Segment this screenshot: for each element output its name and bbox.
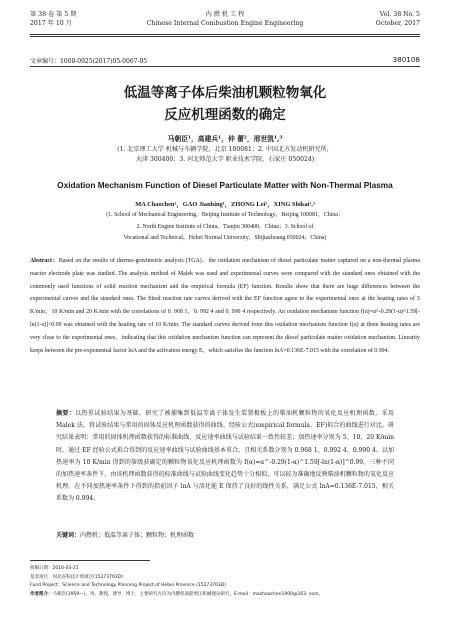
title-chinese	[30, 82, 420, 126]
article-code: 380108	[392, 55, 420, 64]
header-date-en: October, 2017	[375, 20, 420, 27]
authors-english: MA Chaochen¹，GAO Jianbing¹，ZHONG Lei²，XING Shikai¹,³	[135, 201, 315, 208]
title-chinese-line1: 低温等离子体后柴油机颗粒物氧化	[123, 85, 327, 101]
footnote-fund-cn: 基金项目：河北省科技计划项目(15273703D)	[30, 574, 123, 580]
affiliation-cn-line1: (1. 北京理工大学 机械与车辆学院，北京 100081；2. 中国北方发动机研究所，	[117, 146, 333, 153]
header-volume-en: Vol. 38 No. 5	[379, 11, 420, 18]
article-number: 文章编号：1000-0925(2017)05-0067-05	[30, 58, 148, 65]
footnote-author-label: 作者简介：	[30, 591, 53, 597]
header-journal-info	[30, 10, 420, 28]
abstract-chinese-text: 以热重试验结果为基础，研究了被捕集到低温等离子体发生装置极板上的柴油机颗粒物的氧化反应机理函数。采用 Malek 法，将试验结果与常用的固体反应机理函数获得的曲线、经验公式(empirical formula，EF)拟合的曲线进行对比。研究结果表明：常用的固体机理函数获得的标准曲线，反应速率曲线与试验结果一致性较差；加热速率分别为 5、10、20 K/min时，通过 EF 经验公式拟合得到的反应速率曲线与试验曲线基本重合，且相关系数分别为 0.968 1、0.992 4、0.990 4。以加热速率为 10 K/min 得到的筝级获确定的颗粒物氧化反应机理函数为 f(α)=α^-0.29(1-α)^1.59[-ln(1-α)]^0.99。三种不同的加热速率条件下，由该机理函数获得的标准曲线与试验曲线变化趋势十分相似，可以较为准确地反映柴油机颗粒物的氧化反应机理。在不同加热速率条件下得到的指前因子 lnA 与活化能 E 保持了良好的线性关系，满足公式 lnA=0.136E-7.015，相关系数为 0.994。	[56, 410, 394, 503]
abstract-chinese	[56, 408, 394, 506]
keywords-label: 关键词：	[56, 532, 81, 539]
affiliation-en-line3: Vocational and Technical，Hebei Normal University，Shijiazhuang 050024，China)	[123, 235, 327, 241]
authors-chinese: 马朝臣¹，高建兵¹，仲 蕾²，邢世凯¹,³	[167, 135, 283, 143]
abstract-english-text: Based on the results of thermo-gravimetric analysis (TGA)，the oxidation mechanism of diesel particulate matter captured on a non-thermal plasma reactor electrode plate was studied. The analysis method of Malek was used and experimental curves were compared with the standard ones obtained with the commonly used functions of solid reaction mechanism and the empirical formula (EF) function. Results show that there are huge differences between the experimental curves and the standard ones. The fitted reaction rate curves derived with the EF function agree to the experimental ones at the heating rates of 5 K/min，10 K/min and 20 K/min with the correlations of 0. 968 1，0. 992 4 and 0. 990 4 respectively. An oxidation mechanism function f(α)=α^-0.29(1-α)^1.59[-ln(1-α)]^0.99 was obtained with the heating rate of 10 K/min. The standard curves derived from this oxidation mechanism function f(α) at three heating rates are very close to the experimental ones，indicating that this oxidation mechanism function can represent the diesel particulate matter oxidation mechanism. Linearity keeps between the pre-exponential factor lnA and the activation energy E，which satisfies the function lnA=0.136E-7.015 with the correlation of 0.994.	[30, 258, 420, 354]
header-rule-bottom	[30, 36, 420, 37]
footnote-rule	[30, 560, 150, 561]
affiliations-english	[38, 210, 412, 245]
abstract-english-label: Abstract：	[30, 258, 59, 264]
header-volume-en-info	[376, 10, 420, 28]
keywords-text: 内燃机；低温等离子体；颗粒物；机理函数	[80, 532, 195, 539]
running-header	[30, 10, 420, 32]
header-rule-top	[30, 34, 420, 35]
footnote-author-text: 马朝臣(1959—)，男，教授，博导，博士，主要研究方向为内燃机涡轮增压机械理论研究，E-mail：machaochen1900@163. com。	[52, 591, 324, 597]
article-number-rule	[30, 66, 420, 67]
keywords-chinese	[56, 530, 394, 539]
footnote-received: 收稿日期：2016-03-21	[30, 566, 79, 571]
header-journal-en: Chinese Internal Combustion Engine Engineering	[146, 20, 304, 27]
affiliation-cn-line2: 天津 300400；3. 河北师范大学 职业技术学院，石家庄 050024)	[135, 156, 315, 163]
article-number-row	[30, 56, 420, 65]
footnote-fund-en: Fund Project：Science and Technology Planning Project of Hebei Province (15273703D)	[30, 583, 226, 589]
title-chinese-line2: 反应机理函数的确定	[164, 107, 286, 123]
affiliations-chinese	[40, 145, 410, 165]
header-volume: 第 38 卷 第 5 期	[30, 11, 77, 18]
affiliation-en-line2: 2. North Engine Institute of China，Tianjin 300400，China；3. School of	[136, 223, 314, 230]
header-date: 2017 年 10 月	[30, 20, 72, 27]
affiliation-en-line1: (1. School of Mechanical Engineering，Beijing Institute of Technology，Beijing 100081，China；	[106, 212, 344, 218]
footnotes	[30, 565, 420, 599]
abstract-chinese-label: 摘要：	[56, 410, 76, 417]
header-journal-cn: 内 燃 机 工 程	[205, 11, 245, 18]
abstract-english	[30, 255, 420, 357]
footnote-author	[30, 591, 420, 600]
title-english: Oxidation Mechanism Function of Diesel Particulate Matter with Non-Thermal Plasma	[57, 180, 393, 190]
